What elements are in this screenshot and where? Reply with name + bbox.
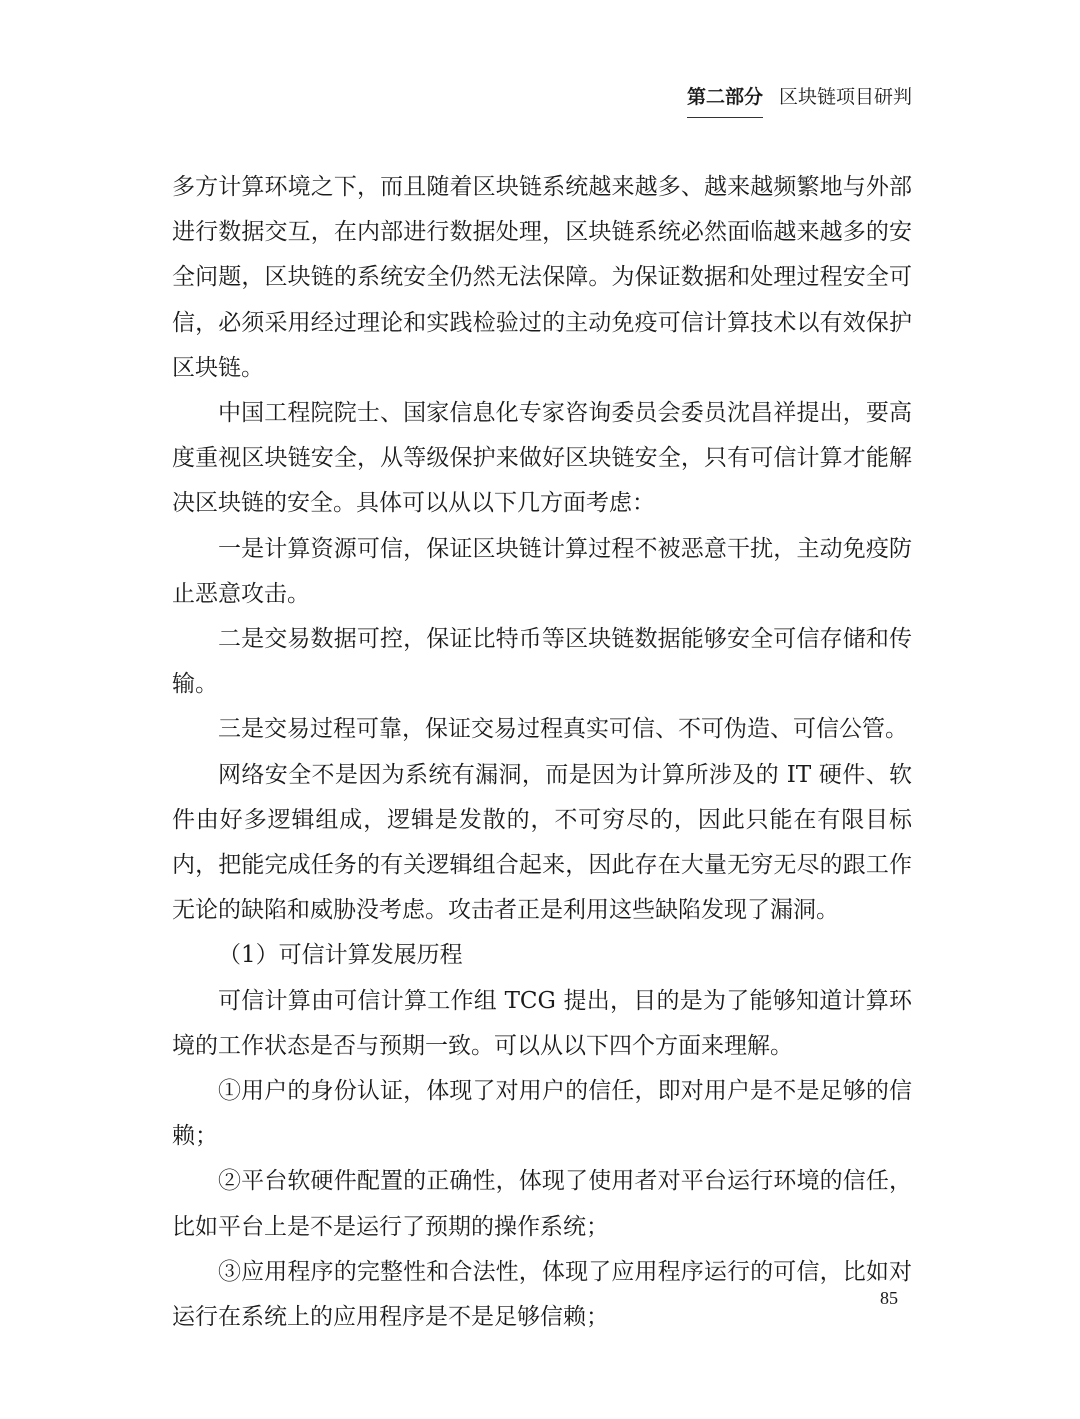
paragraph: 中国工程院院士、国家信息化专家咨询委员会委员沈昌祥提出，要高度重视区块链安全，从等级保护来做好区块链安全，只有可信计算才能解决区块链的安全。具体可以从以下几方面考虑：: [172, 400, 912, 517]
body-text: [172, 165, 912, 1340]
paragraph: 多方计算环境之下，而且随着区块链系统越来越多、越来越频繁地与外部进行数据交互，在内部进行数据处理，区块链系统必然面临越来越多的安全问题，区块链的系统安全仍然无法保障。为保证数据和处理过程安全可信，必须采用经过理论和实践检验过的主动免疫可信计算技术以有效保护区块链。: [172, 174, 912, 381]
paragraph: 一是计算资源可信，保证区块链计算过程不被恶意干扰，主动免疫防止恶意攻击。: [172, 535, 912, 607]
paragraph: 可信计算由可信计算工作组 TCG 提出，目的是为了能够知道计算环境的工作状态是否与预期一致。可以从以下四个方面来理解。: [172, 987, 912, 1059]
list-item: ②平台软硬件配置的正确性，体现了使用者对平台运行环境的信任，比如平台上是不是运行了预期的操作系统；: [172, 1168, 912, 1240]
running-header: [687, 82, 912, 118]
page-number: 85: [880, 1288, 898, 1308]
paragraph: 二是交易数据可控，保证比特币等区块链数据能够安全可信存储和传输。: [172, 626, 912, 698]
header-chapter-title: 区块链项目研判: [778, 86, 912, 108]
list-item: ③应用程序的完整性和合法性，体现了应用程序运行的可信，比如对运行在系统上的应用程序是不是足够信赖；: [172, 1258, 912, 1331]
paragraph: 网络安全不是因为系统有漏洞，而是因为计算所涉及的 IT 硬件、软件由好多逻辑组成，逻辑是发散的，不可穷尽的，因此只能在有限目标内，把能完成任务的有关逻辑组合起来，因此存在大量无穷无尽的跟工作无论的缺陷和威胁没考虑。攻击者正是利用这些缺陷发现了漏洞。: [172, 761, 912, 924]
list-item: ①用户的身份认证，体现了对用户的信任，即对用户是不是足够的信赖；: [172, 1078, 912, 1150]
paragraph: 三是交易过程可靠，保证交易过程真实可信、不可伪造、可信公管。: [218, 716, 908, 743]
section-heading: （1）可信计算发展历程: [218, 942, 463, 969]
header-part-label: 第二部分: [687, 82, 763, 118]
